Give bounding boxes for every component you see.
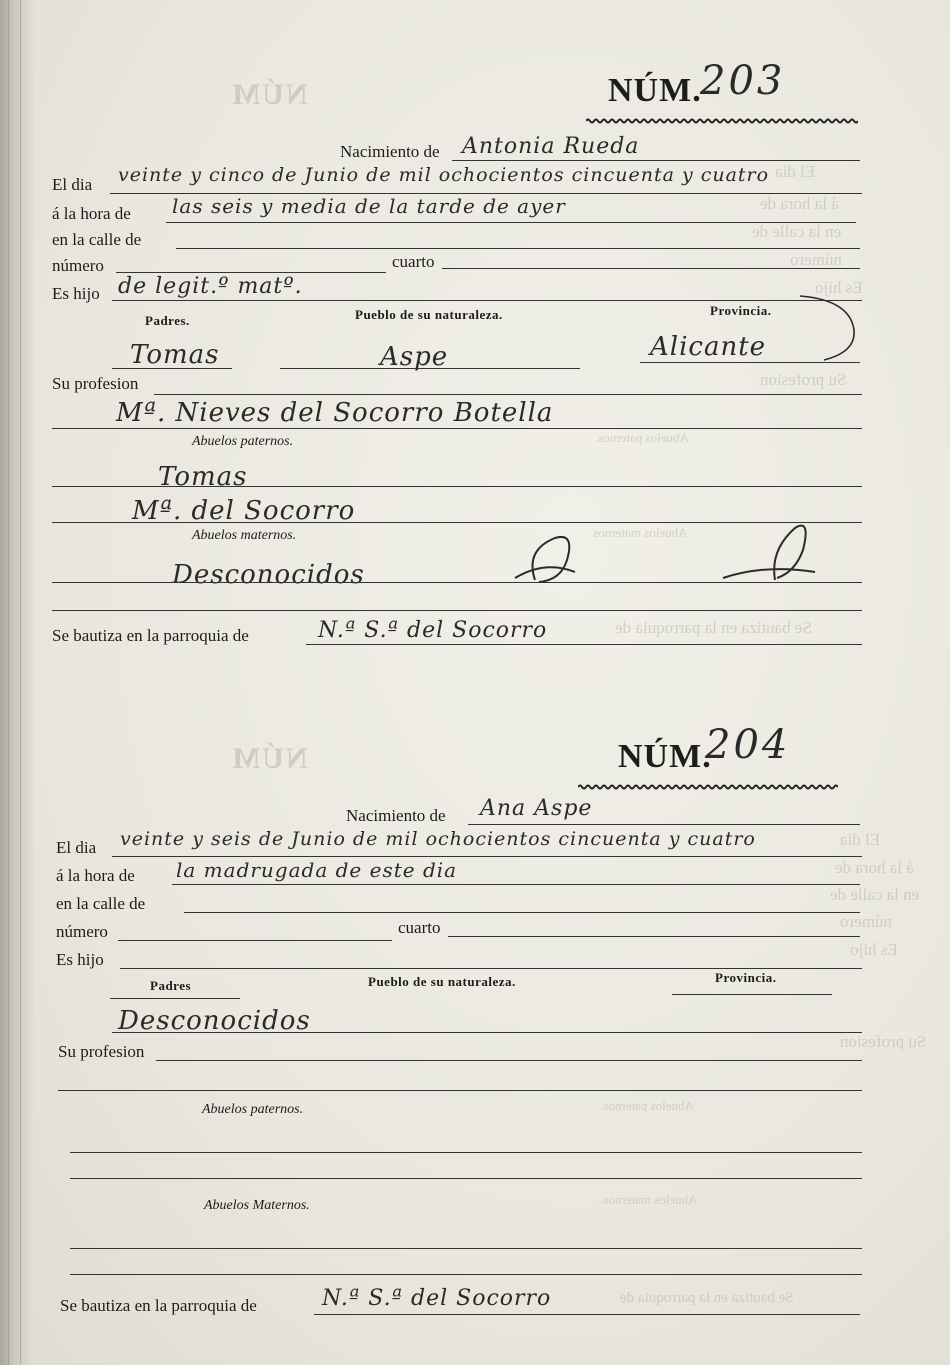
cuarto-label: cuarto xyxy=(392,252,435,271)
ghost-line: en la calle de xyxy=(752,222,842,241)
abuelos-paternos-label: Abuelos paternos. xyxy=(202,1102,304,1117)
profesion-label: Su profesion xyxy=(58,1042,145,1061)
header-provincia: Provincia. xyxy=(710,303,772,318)
ghost-line: número xyxy=(790,250,842,269)
ghost-line: á la hora de xyxy=(835,858,914,877)
dia-value: veinte y cinco de Junio de mil ochocientos cincuenta y cuatro xyxy=(118,164,770,186)
header-pueblo: Pueblo de su naturaleza. xyxy=(368,974,516,989)
ghost-line: número xyxy=(840,912,892,931)
ghost-line: Su profesion xyxy=(840,1032,927,1051)
ghost-line: Se bautiza en la parroquia de xyxy=(615,618,812,637)
ghost-line: Es hijo xyxy=(850,940,898,959)
flourish-mark xyxy=(505,530,595,590)
field-line xyxy=(58,1090,862,1091)
hora-label: á la hora de xyxy=(52,204,131,223)
gutter-line xyxy=(8,0,9,1365)
profesion-label: Su profesion xyxy=(52,374,139,393)
bautiza-value: N.ª S.ª del Socorro xyxy=(318,618,548,643)
field-line xyxy=(116,272,386,273)
ornament-rule xyxy=(578,784,838,790)
abuelo-paterno-1: Tomas xyxy=(158,462,248,492)
field-line xyxy=(306,644,862,645)
field-line xyxy=(468,824,860,825)
ghost-line: El dia xyxy=(840,830,881,849)
field-line xyxy=(70,1248,862,1249)
header-padres: Padres. xyxy=(145,313,190,328)
ghost-line: Se bautiza en la parroquia de xyxy=(620,1290,794,1306)
nacimiento-value: Ana Aspe xyxy=(480,796,593,821)
padre-value: Tomas xyxy=(130,340,220,370)
field-line xyxy=(280,368,580,369)
numero-label: número xyxy=(52,256,104,275)
calle-label: en la calle de xyxy=(52,230,142,249)
field-line xyxy=(110,998,240,999)
header-provincia: Provincia. xyxy=(715,970,777,985)
ghost-line: Abuelos paternos. xyxy=(595,430,689,445)
field-line xyxy=(52,610,862,611)
calle-label: en la calle de xyxy=(56,894,146,913)
record-number-value: 204 xyxy=(705,722,791,768)
field-line xyxy=(112,368,232,369)
record-number-label: NÚM. xyxy=(608,72,702,109)
flourish-mark xyxy=(780,290,860,370)
hora-label: á la hora de xyxy=(56,866,135,885)
field-line xyxy=(52,486,862,487)
field-line xyxy=(166,222,856,223)
nacimiento-label: Nacimiento de xyxy=(346,806,446,825)
field-line xyxy=(112,856,862,857)
field-line xyxy=(120,968,862,969)
cuarto-label: cuarto xyxy=(398,918,441,937)
ghost-line: Abuelos maternos. xyxy=(600,1192,698,1207)
ghost-line: en la calle de xyxy=(830,885,920,904)
numero-label: número xyxy=(56,922,108,941)
record-number-label: NÚM. xyxy=(618,738,712,775)
provincia-value: Alicante xyxy=(650,332,767,362)
field-line xyxy=(70,1178,862,1179)
madre-value: Mª. Nieves del Socorro Botella xyxy=(116,398,554,428)
dia-value: veinte y seis de Junio de mil ochocientos cincuenta y cuatro xyxy=(120,828,756,850)
header-pueblo: Pueblo de su naturaleza. xyxy=(355,307,503,322)
field-line xyxy=(442,268,860,269)
nacimiento-label: Nacimiento de xyxy=(340,142,440,161)
bautiza-label: Se bautiza en la parroquia de xyxy=(52,626,249,645)
ghost-num: NÚM xyxy=(230,78,308,111)
bautiza-value: N.ª S.ª del Socorro xyxy=(322,1286,552,1311)
binding-gutter xyxy=(0,0,34,1365)
field-line xyxy=(672,994,832,995)
field-line xyxy=(52,428,862,429)
field-line xyxy=(118,940,392,941)
abuelos-maternos-label: Abuelos maternos. xyxy=(192,528,297,543)
field-line xyxy=(172,884,860,885)
abuelos-paternos-label: Abuelos paternos. xyxy=(192,434,294,449)
record-number-value: 203 xyxy=(700,58,786,104)
hijo-value: de legit.º matº. xyxy=(118,274,303,299)
field-line xyxy=(452,160,860,161)
ghost-line: Es hijo xyxy=(815,278,863,297)
ghost-line: Su profesion xyxy=(760,370,847,389)
abuelos-maternos-label: Abuelos Maternos. xyxy=(204,1198,310,1213)
hijo-label: Es hijo xyxy=(52,284,100,303)
hora-value: la madrugada de este dia xyxy=(176,858,458,882)
gutter-line xyxy=(20,0,21,1365)
field-line xyxy=(112,300,862,301)
flourish-mark xyxy=(715,520,825,590)
dia-label: El dia xyxy=(52,175,93,194)
padre-value: Desconocidos xyxy=(118,1006,311,1036)
field-line xyxy=(314,1314,860,1315)
abuelo-paterno-2: Mª. del Socorro xyxy=(132,496,356,526)
field-line xyxy=(448,936,860,937)
bautiza-label: Se bautiza en la parroquia de xyxy=(60,1296,257,1315)
ghost-line: Abuelos paternos. xyxy=(600,1098,694,1113)
field-line xyxy=(184,912,860,913)
ghost-line: Abuelos maternos. xyxy=(590,525,688,540)
ghost-line: á la hora de xyxy=(760,194,839,213)
ornament-rule xyxy=(586,118,858,124)
hora-value: las seis y media de la tarde de ayer xyxy=(172,194,566,218)
field-line xyxy=(176,248,860,249)
ghost-num: NÚM xyxy=(230,742,308,775)
dia-label: El dia xyxy=(56,838,97,857)
header-padres: Padres xyxy=(150,978,192,993)
abuelo-materno-1: Desconocidos xyxy=(172,560,365,590)
hijo-label: Es hijo xyxy=(56,950,104,969)
nacimiento-value: Antonia Rueda xyxy=(462,134,640,159)
field-line xyxy=(70,1152,862,1153)
field-line xyxy=(112,1032,862,1033)
field-line xyxy=(70,1274,862,1275)
field-line xyxy=(156,1060,862,1061)
pueblo-value: Aspe xyxy=(380,342,449,372)
field-line xyxy=(154,394,862,395)
ghost-line: El dia xyxy=(775,162,816,181)
